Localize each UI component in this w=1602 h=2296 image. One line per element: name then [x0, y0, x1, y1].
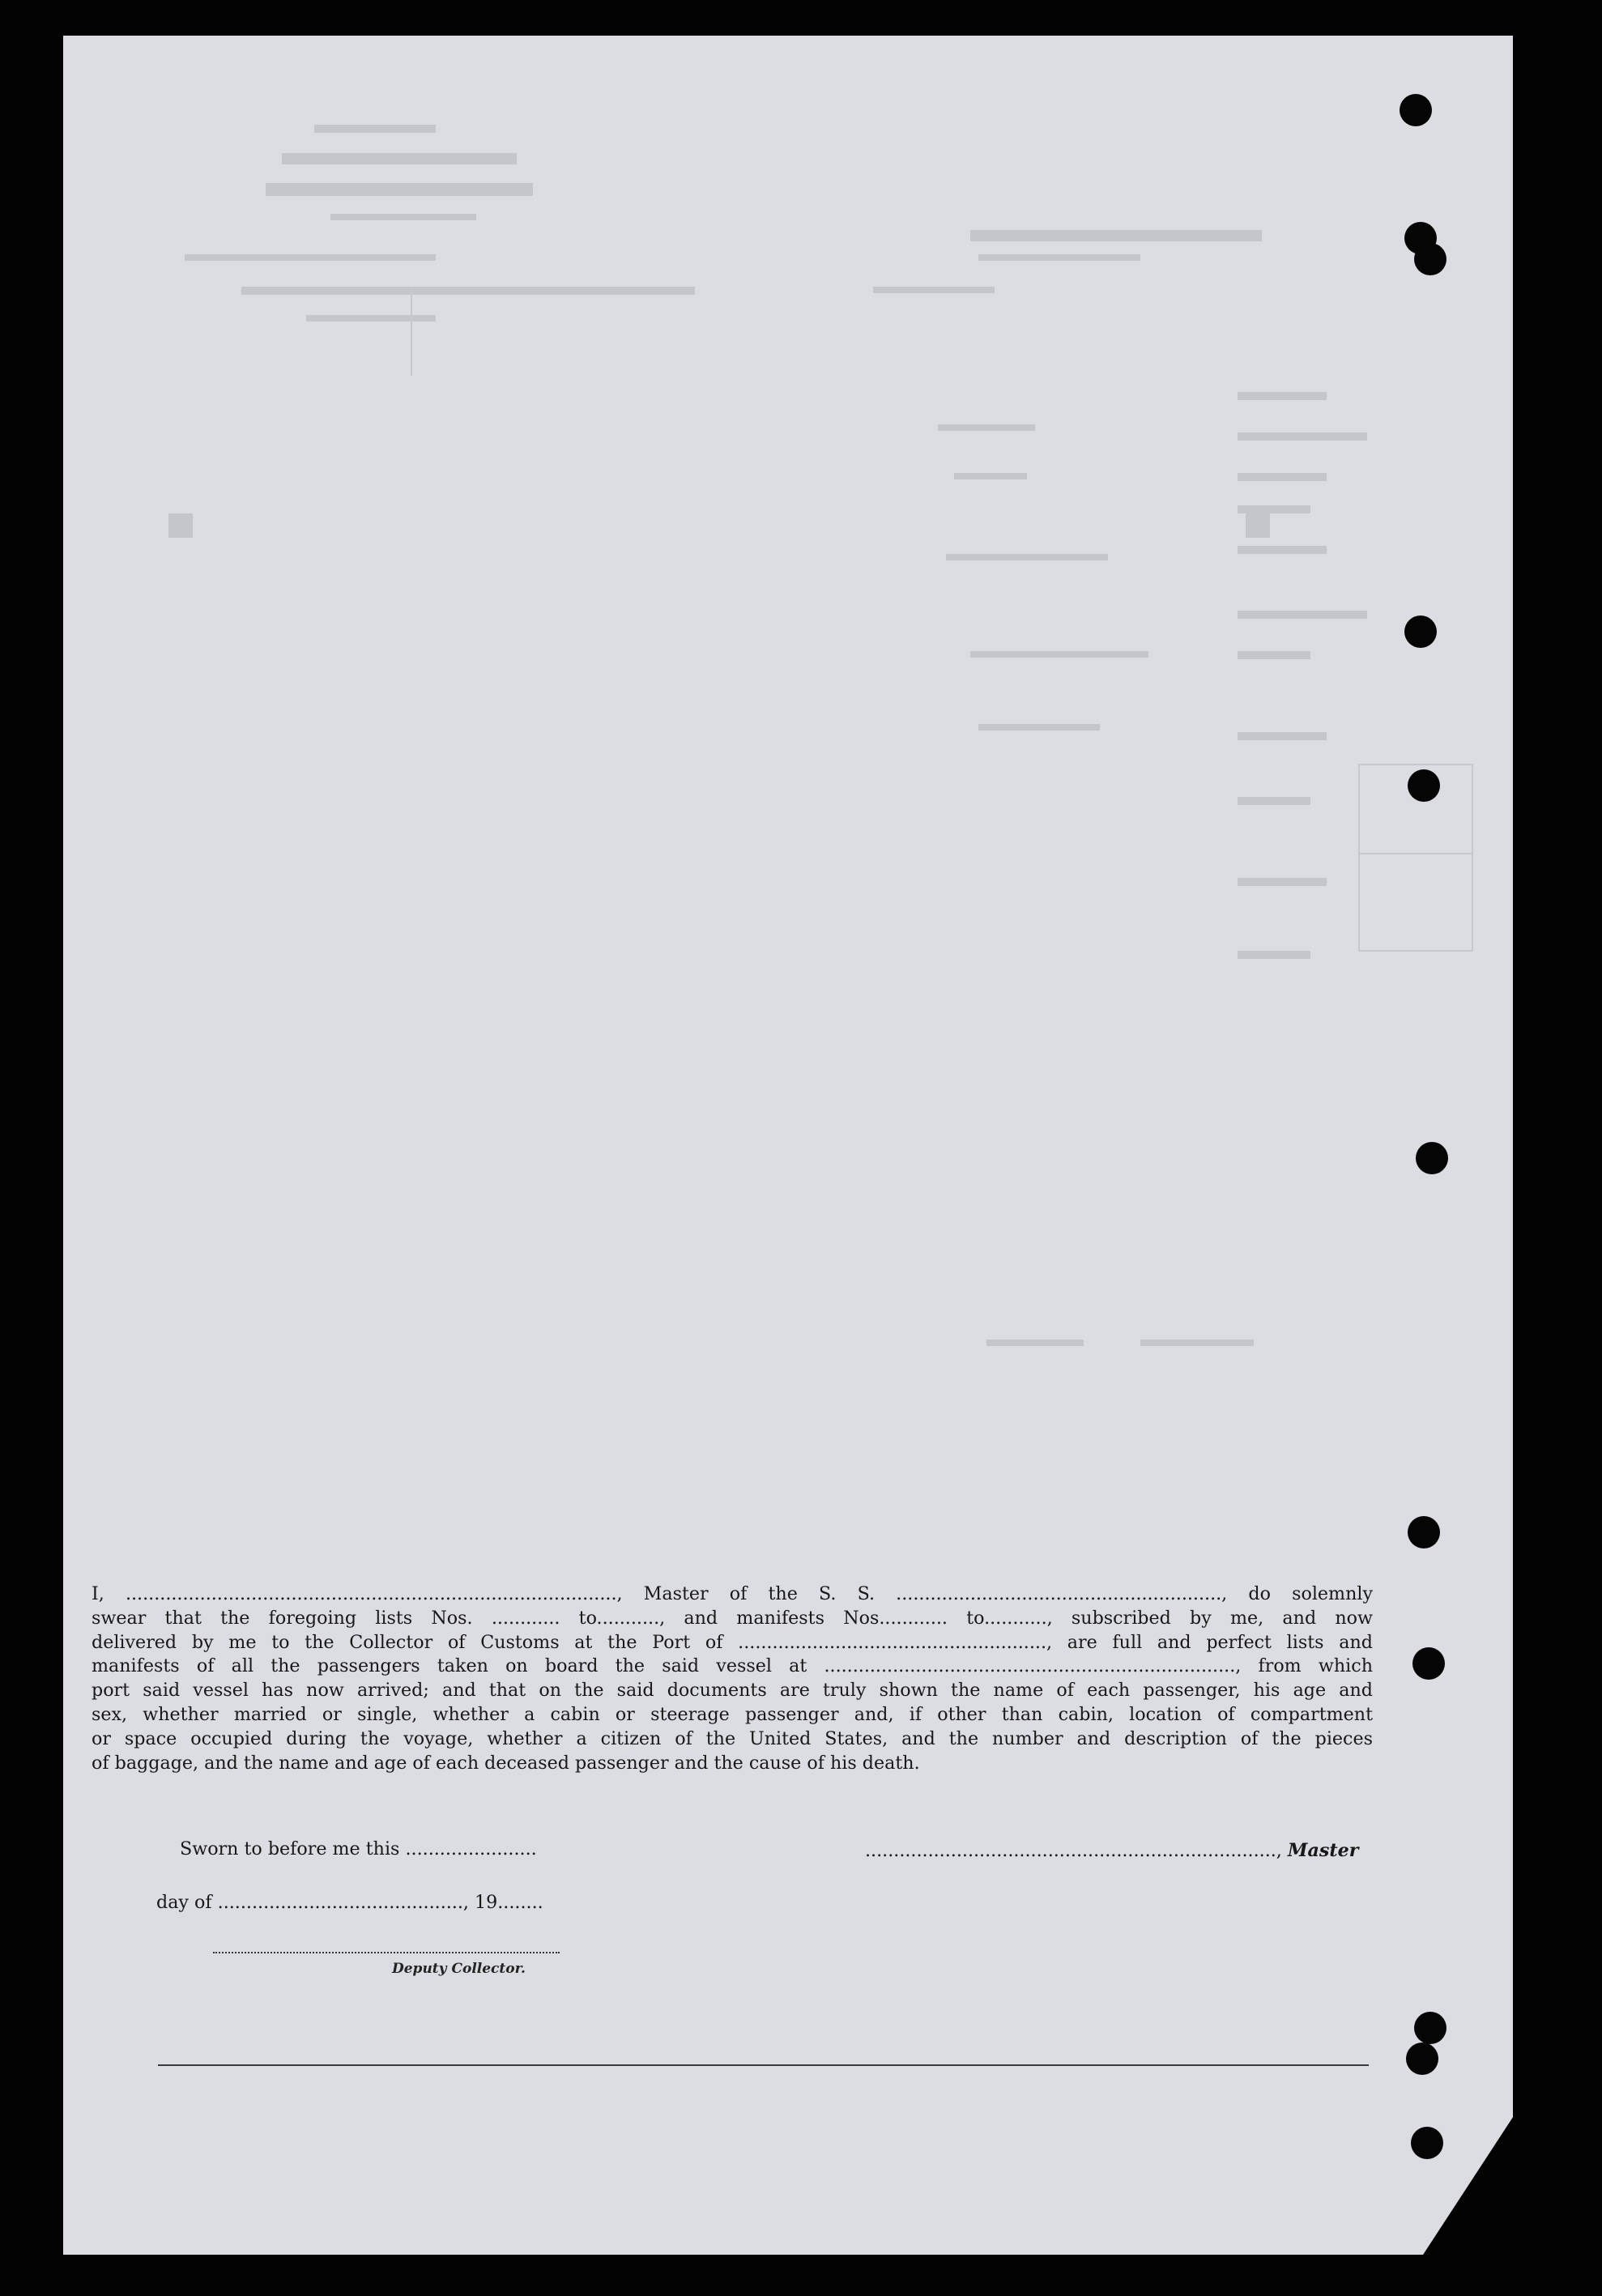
punch-hole: [1408, 769, 1440, 802]
punch-hole: [1404, 616, 1437, 648]
oath-line: manifests of all the passengers taken on board the said vessel at ........................................................................, from which: [92, 1655, 1373, 1677]
master-signature-line: [865, 1840, 1358, 1861]
punch-hole: [1408, 1516, 1440, 1548]
deputy-collector-label: Deputy Collector.: [392, 1961, 526, 1977]
bleed-through-text: [63, 36, 1513, 2255]
master-signature-dots: ........................................................................,: [865, 1840, 1282, 1861]
manifest-page: [63, 36, 1513, 2255]
punch-hole: [1412, 1647, 1445, 1680]
master-label: Master: [1287, 1840, 1359, 1861]
oath-line: sex, whether married or single, whether a cabin or steerage passenger and, if other than cabin, location of compartment: [92, 1703, 1373, 1725]
oath-line: port said vessel has now arrived; and that on the said documents are truly shown the name of each passenger, his age and: [92, 1680, 1373, 1702]
punch-hole: [1400, 94, 1432, 126]
oath-line: I, ......................................................................................, Master of the S. S. ........................................................., do solemnly: [92, 1583, 1373, 1604]
punch-hole: [1414, 243, 1446, 275]
day-text: day of ..........................................., 19........: [156, 1892, 543, 1913]
oath-paragraph: [92, 1582, 1373, 1775]
bottom-rule: [158, 2064, 1369, 2066]
oath-line: delivered by me to the Collector of Customs at the Port of ......................................................, are full and perfect lists and: [92, 1631, 1373, 1653]
deputy-signature-line: [213, 1952, 560, 1953]
punch-hole: [1414, 2012, 1446, 2044]
sworn-line: [180, 1838, 537, 1859]
punch-hole: [1416, 1142, 1448, 1174]
punch-hole: [1411, 2127, 1443, 2159]
oath-line: of baggage, and the name and age of each deceased passenger and the cause of his death.: [92, 1752, 920, 1774]
sworn-text: Sworn to before me this .......................: [180, 1838, 537, 1859]
punch-hole: [1406, 2043, 1438, 2075]
oath-line: swear that the foregoing lists Nos. ............ to..........., and manifests Nos............ to..........., subscribed by me, and now: [92, 1607, 1373, 1629]
oath-line: or space occupied during the voyage, whether a citizen of the United States, and the number and description of the pieces: [92, 1727, 1373, 1749]
day-line: [156, 1892, 543, 1913]
